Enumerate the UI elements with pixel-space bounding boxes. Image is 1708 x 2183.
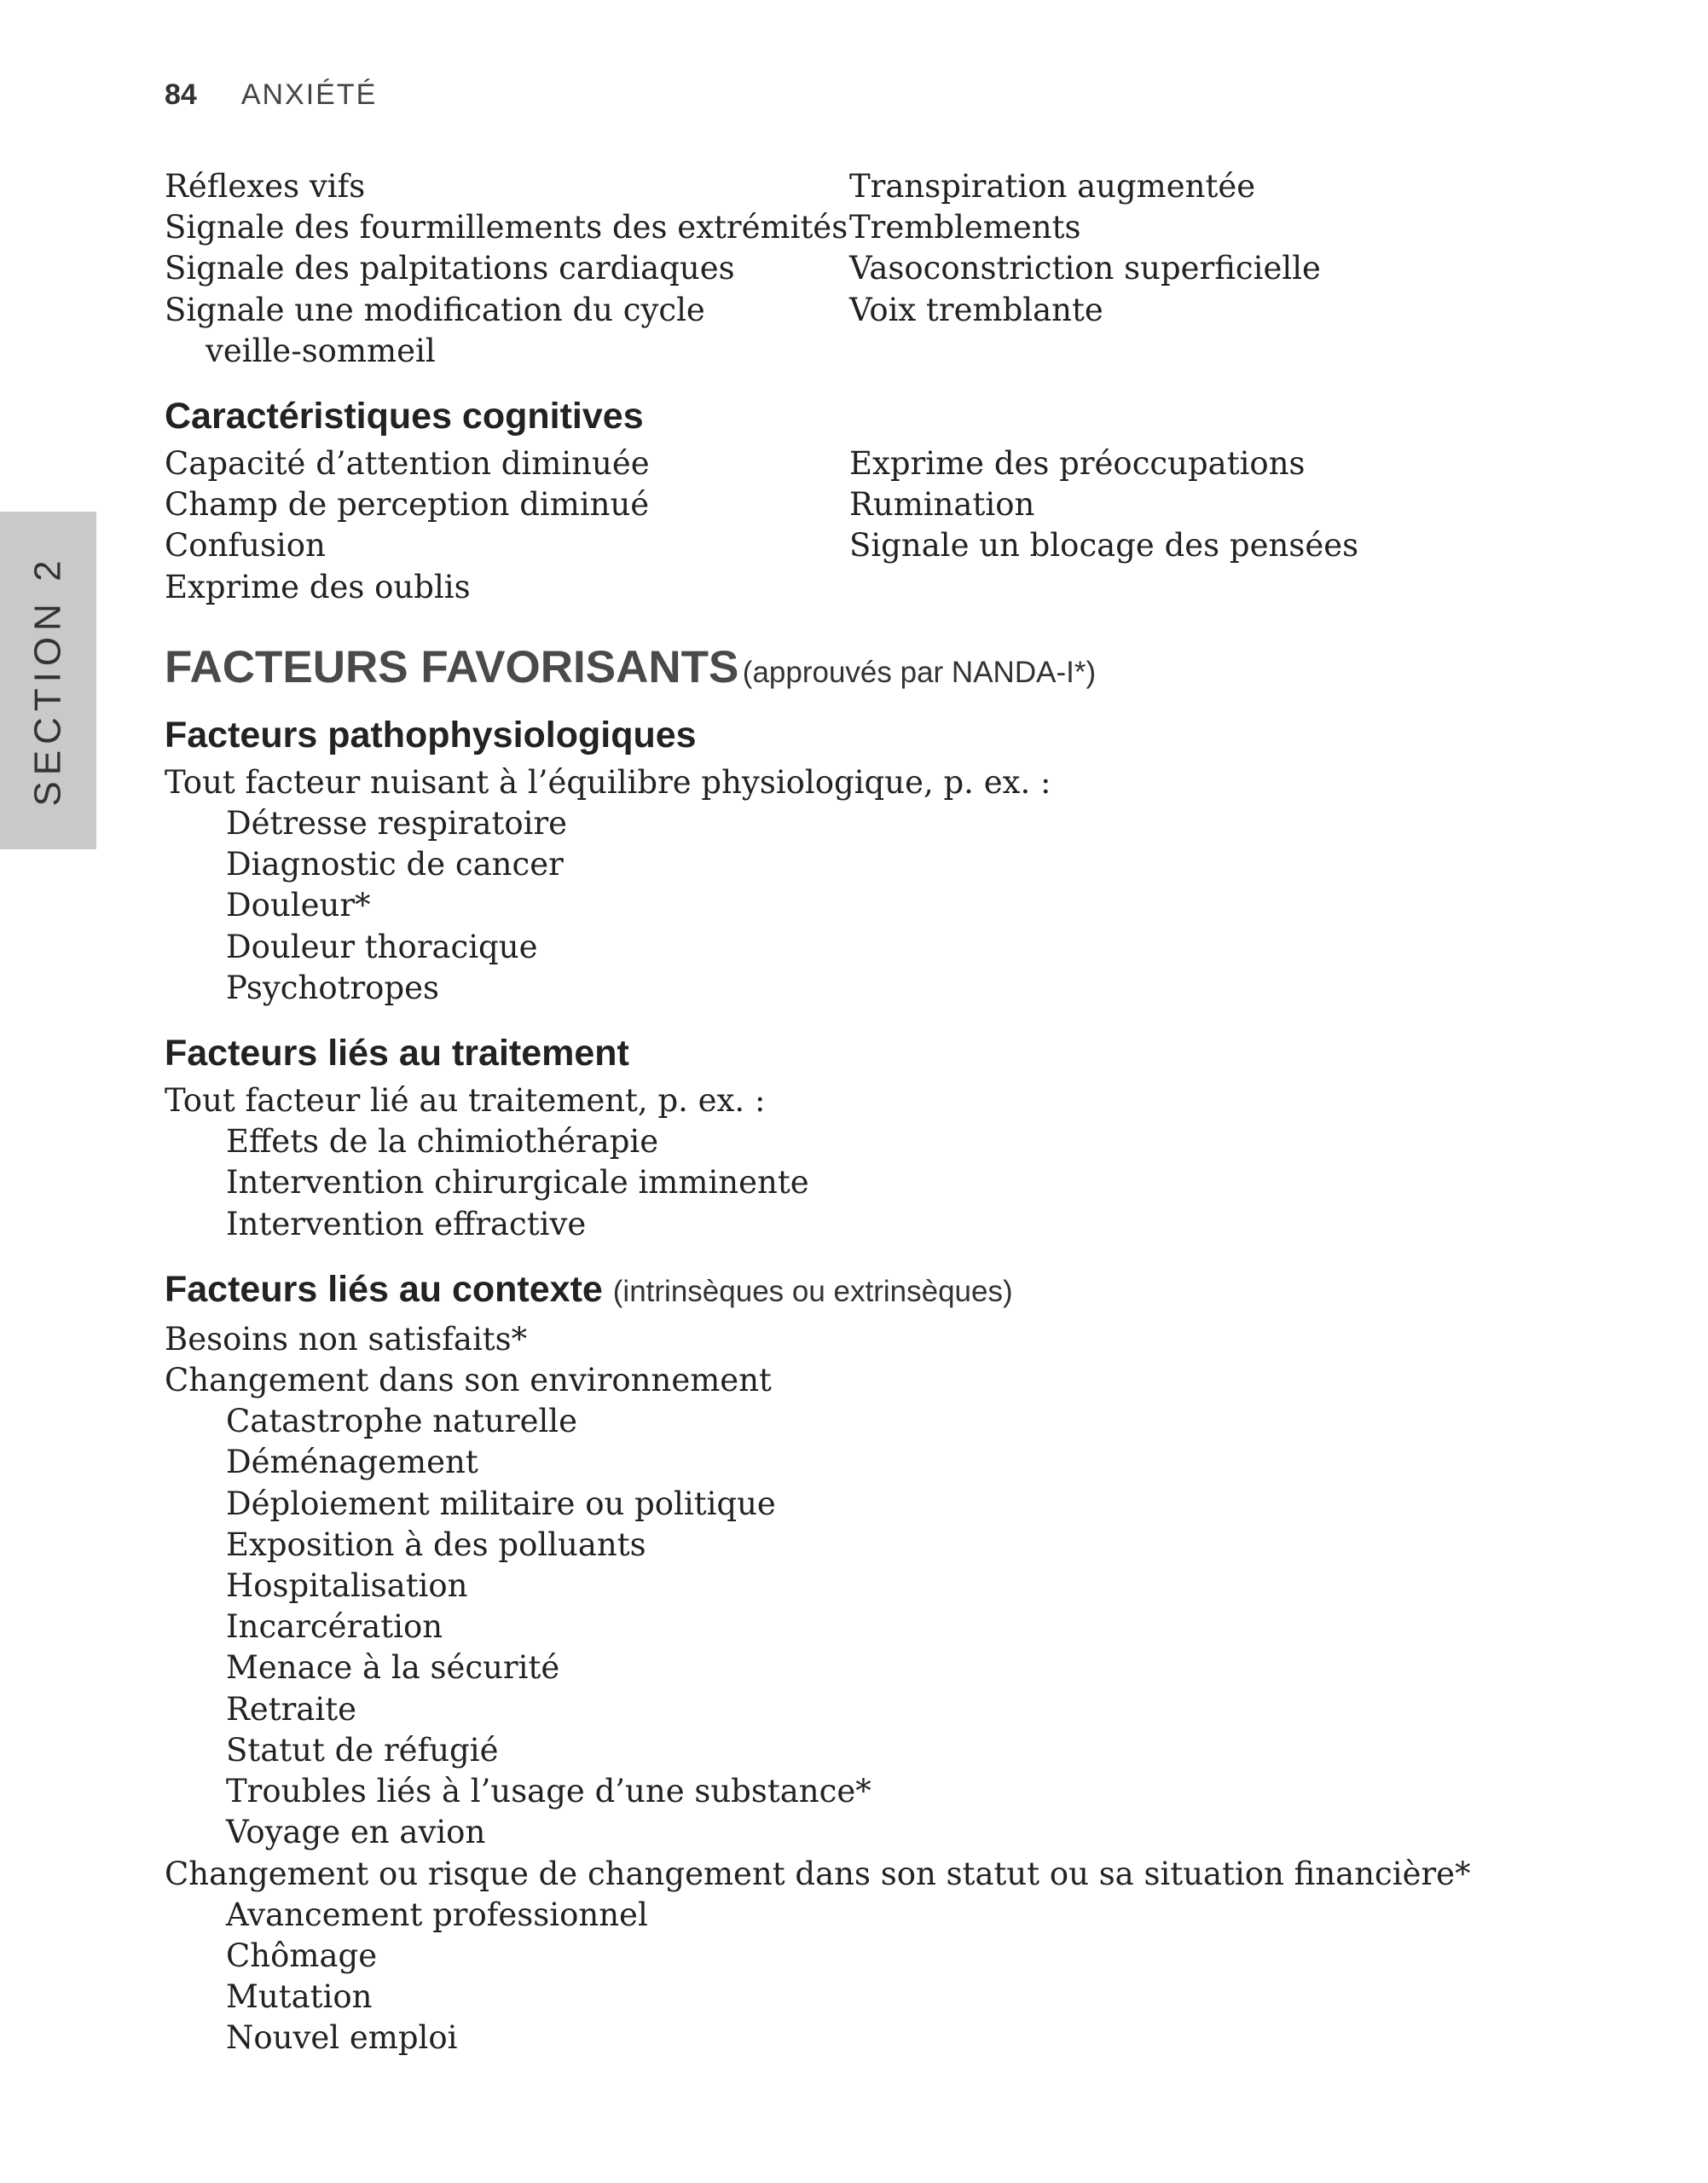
list-item: Changement ou risque de changement dans son statut ou sa situation financière* [165, 1855, 1471, 1892]
patho-heading: Facteurs pathophysiologiques [165, 714, 697, 756]
list-column-left [165, 443, 849, 608]
context-heading-title: Facteurs liés au contexte [165, 1268, 603, 1310]
section-tab-label: SECTION 2 [26, 554, 69, 807]
list-item: Signale un blocage des pensées [849, 527, 1359, 565]
list-item: Besoins non satisfaits* [165, 1320, 528, 1358]
list-item: Retraite [226, 1690, 356, 1728]
context-heading [165, 1265, 1563, 1316]
list-item-continuation: veille-sommeil [206, 332, 436, 369]
list-item: Intervention effractive [226, 1205, 587, 1242]
list-item: Signale des palpitations cardiaques [165, 250, 735, 287]
patho-intro: Tout facteur nuisant à l’équilibre physiologique, p. ex. : [165, 763, 1051, 801]
list-item: Incarcération [226, 1608, 443, 1646]
list-item: Voyage en avion [226, 1814, 486, 1851]
cognitive-list [165, 443, 1563, 608]
list-item: Détresse respiratoire [226, 805, 568, 843]
running-title: ANXIÉTÉ [240, 78, 378, 111]
list-item: Confusion [165, 527, 326, 565]
list-item: Tremblements [849, 209, 1081, 246]
list-item: Chômage [226, 1937, 378, 1974]
list-item: Réflexes vifs [165, 168, 366, 205]
list-item: Menace à la sécurité [226, 1649, 560, 1687]
list-column-right [849, 443, 1563, 608]
list-item: Champ de perception diminué [165, 486, 650, 524]
list-item: Douleur* [226, 887, 371, 924]
cognitive-heading: Caractéristiques cognitives [165, 396, 644, 437]
list-item: Vasoconstriction superficielle [849, 250, 1321, 287]
list-item: Hospitalisation [226, 1567, 468, 1605]
list-item: Effets de la chimiothérapie [226, 1123, 659, 1161]
list-item: Signale une modification du cycle [165, 291, 705, 328]
physiological-signs-list [165, 166, 1563, 372]
list-item: Intervention chirurgicale imminente [226, 1164, 809, 1202]
list-item: Exposition à des polluants [226, 1526, 646, 1563]
list-item: Capacité d’attention diminuée [165, 445, 650, 483]
treatment-intro: Tout facteur lié au traitement, p. ex. : [165, 1082, 766, 1120]
list-item: Exprime des oublis [165, 568, 471, 605]
page-content [165, 166, 1563, 2059]
context-heading-note: (intrinsèques ou extrinsèques) [612, 1274, 1013, 1308]
page-number: 84 [165, 78, 197, 111]
factors-heading-title: FACTEURS FAVORISANTS [165, 641, 739, 692]
factors-heading [165, 640, 1563, 706]
list-item: Statut de réfugié [226, 1731, 499, 1769]
list-column-right [849, 166, 1563, 372]
page-header [165, 78, 377, 112]
list-item: Catastrophe naturelle [226, 1403, 578, 1440]
list-item: Voix tremblante [849, 291, 1103, 328]
list-item: Mutation [226, 1978, 373, 2016]
list-item: Signale des fourmillements des extrémités [165, 209, 848, 246]
list-item: Diagnostic de cancer [226, 846, 564, 883]
list-item: Nouvel emploi [226, 2019, 458, 2057]
list-item: Douleur thoracique [226, 928, 538, 965]
list-item: Exprime des préoccupations [849, 445, 1306, 483]
list-item: Rumination [849, 486, 1035, 524]
factors-heading-note: (approuvés par NANDA-I*) [742, 655, 1097, 689]
list-item: Avancement professionnel [226, 1896, 648, 1933]
section-tab [0, 512, 96, 849]
list-item: Transpiration augmentée [849, 168, 1256, 205]
list-column-left [165, 166, 849, 372]
list-item: Changement dans son environnement [165, 1362, 772, 1399]
list-item: Déploiement militaire ou politique [226, 1485, 776, 1522]
list-item: Troubles liés à l’usage d’une substance* [226, 1773, 871, 1810]
list-item: Déménagement [226, 1444, 478, 1481]
list-item: Psychotropes [226, 969, 440, 1006]
treatment-heading: Facteurs liés au traitement [165, 1033, 629, 1074]
